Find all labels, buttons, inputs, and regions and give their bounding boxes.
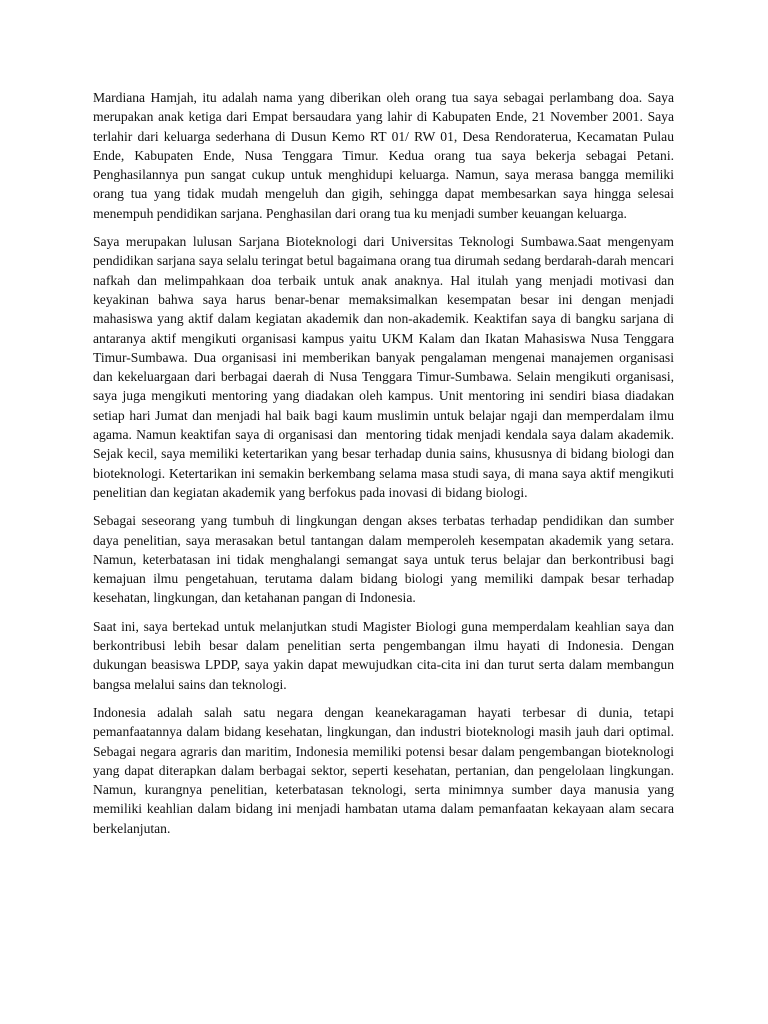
- document-body: [93, 88, 678, 847]
- paragraph-4: Saat ini, saya bertekad untuk melanjutkan studi Magister Biologi guna memperdalam keahlian saya dan berkontribusi lebih besar dalam penelitian serta pengembangan ilmu hayati di Indonesia. Dengan dukungan beasiswa LPDP, saya yakin dapat mewujudkan cita-cita ini dan turut serta dalam membangun bangsa melalui sains dan teknologi.: [93, 618, 678, 692]
- paragraph-3: Sebagai seseorang yang tumbuh di lingkungan dengan akses terbatas terhadap pendidikan dan sumber daya penelitian, saya merasakan betul tantangan dalam memperoleh kesempatan akademik yang setara. Namun, keterbatasan ini tidak menghalangi semangat saya untuk terus belajar dan berkontribusi bagi kemajuan ilmu pengetahuan, terutama dalam bidang biologi yang memiliki dampak besar terhadap kesehatan, lingkungan, dan ketahanan pangan di Indonesia.: [93, 513, 678, 606]
- paragraph-1: Mardiana Hamjah, itu adalah nama yang diberikan oleh orang tua saya sebagai perlambang doa. Saya merupakan anak ketiga dari Empat bersaudara yang lahir di Kabupaten Ende, 21 November 2001. Saya terlahir dari keluarga sederhana di Dusun Kemo RT 01/ RW 01, Desa Rendoraterua, Kecamatan Pulau Ende, Kabupaten Ende, Nusa Tenggara Timur. Kedua orang tua saya bekerja sebagai Petani. Penghasilannya pun sangat cukup untuk menghidupi keluarga. Namun, saya merasa bangga memiliki orang tua yang tidak mudah mengeluh dan gigih, sehingga dapat membesarkan saya hingga selesai menempuh pendidikan sarjana. Penghasilan dari orang tua ku menjadi sumber keuangan keluarga.: [93, 90, 678, 221]
- paragraph-2: Saya merupakan lulusan Sarjana Bioteknologi dari Universitas Teknologi Sumbawa.Saat mengenyam pendidikan sarjana saya selalu teringat betul bagaimana orang tua dirumah sedang berdarah-darah mencari nafkah dan melimpahkaan doa terbaik untuk anak anaknya. Hal itulah yang menjadi motivasi dan keyakinan bahwa saya harus benar-benar memaksimalkan kesempatan besar ini dengan menjadi mahasiswa yang aktif dalam kegiatan akademik dan non-akademik. Keaktifan saya di bangku sarjana di antaranya aktif mengikuti organisasi kampus yaitu UKM Kalam dan Ikatan Mahasiswa Nusa Tenggara Timur-Sumbawa. Dua organisasi ini memberikan banyak pengalaman mengenai manajemen organisasi dan kekeluargaan dari berbagai daerah di Nusa Tenggara Timur-Sumbawa. Selain mengikuti organisasi, saya juga mengikuti mentoring yang diadakan oleh kampus. Unit mentoring ini sendiri biasa diadakan setiap hari Jumat dan menjadi hal baik bagi kaum muslimin untuk belajar ngaji dan memperdalam ilmu agama. Namun keaktifan saya di organisasi dan mentoring tidak menjadi kendala saya dalam akademik. Sejak kecil, saya memiliki ketertarikan yang besar terhadap dunia sains, khususnya di bidang biologi dan bioteknologi. Ketertarikan ini semakin berkembang selama masa studi saya, di mana saya aktif mengikuti penelitian dan kegiatan akademik yang berfokus pada inovasi di bidang biologi.: [93, 234, 678, 500]
- paragraph-5: Indonesia adalah salah satu negara dengan keanekaragaman hayati terbesar di dunia, tetapi pemanfaatannya dalam bidang kesehatan, lingkungan, dan industri bioteknologi masih jauh dari optimal. Sebagai negara agraris dan maritim, Indonesia memiliki potensi besar dalam pengembangan bioteknologi yang dapat diterapkan dalam berbagai sektor, seperti kesehatan, pertanian, dan pengelolaan lingkungan. Namun, kurangnya penelitian, keterbatasan teknologi, serta minimnya sumber daya manusia yang memiliki keahlian dalam bidang ini menjadi hambatan utama dalam pemanfaatan kekayaan alam secara berkelanjutan.: [93, 704, 678, 836]
